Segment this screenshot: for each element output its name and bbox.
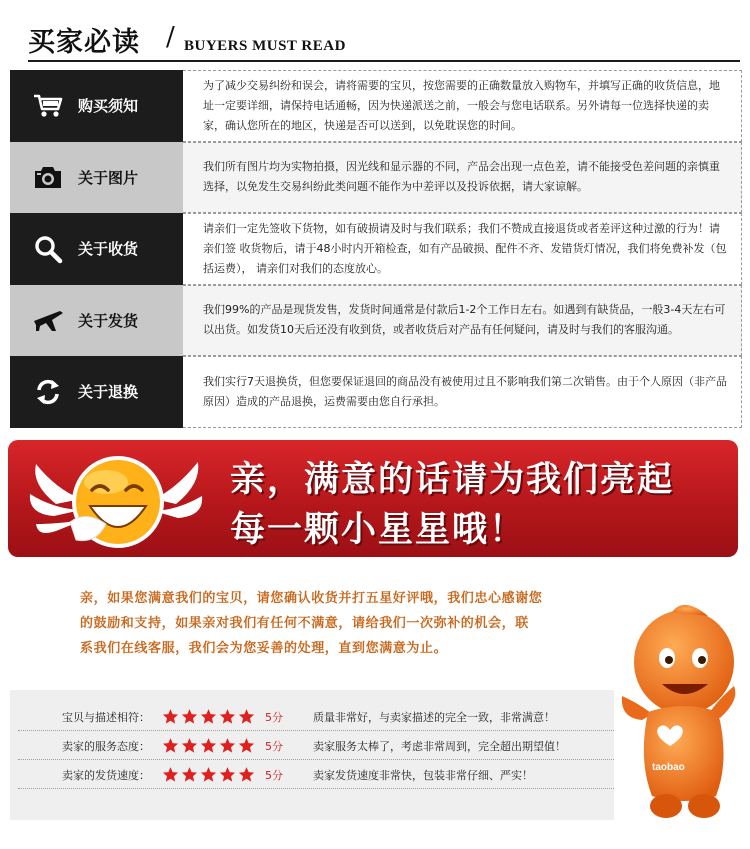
star-rating: [162, 737, 255, 754]
notice-label: [10, 356, 183, 428]
rating-label: 卖家的发货速度：: [62, 768, 150, 782]
star-icon: [181, 766, 198, 783]
mascot-logo-text: taobao: [652, 762, 685, 773]
star-icon: [162, 708, 179, 725]
star-icon: [238, 766, 255, 783]
notice-title: 关于退换: [78, 383, 139, 402]
star-icon: [219, 708, 236, 725]
airplane-icon: [32, 304, 64, 336]
rating-comment: 卖家发货速度非常快，包装非常仔细、严实！: [313, 768, 533, 782]
review-banner: [8, 440, 738, 557]
star-rating: [162, 708, 255, 725]
taobao-mascot-icon: [612, 600, 747, 830]
rating-table: [10, 690, 614, 820]
notice-text: 我们99%的产品是现货发售，发货时间通常是付款后1-2个工作日左右。如遇到有缺货品，一般3-4天左右可以出货。如发货10天后还没有收到货，或者收货后对产品有任何疑问，请及时与我们的客服沟通。: [203, 303, 726, 337]
star-icon: [200, 708, 217, 725]
notice-title: 关于收货: [78, 240, 139, 259]
notice-row-pictures: [10, 142, 742, 214]
notice-title: 关于发货: [78, 311, 139, 330]
camera-icon: [32, 161, 64, 193]
rating-comment: 卖家服务太棒了，考虑非常周到，完全超出期望值！: [313, 739, 566, 753]
banner-subheadline: 每一颗小星星哦！: [230, 510, 527, 550]
notice-label: [10, 142, 183, 214]
notice-title: 购买须知: [78, 97, 139, 116]
rating-score: 5分: [265, 768, 283, 782]
message-line: 系我们在线客服，我们会为您妥善的处理，直到您满意为止。: [80, 641, 448, 656]
refresh-arrows-icon: [32, 376, 64, 408]
rating-comment: 质量非常好，与卖家描述的完全一致，非常满意！: [313, 710, 555, 724]
smiley-mascot-icon: [26, 444, 206, 556]
message-line: 的鼓励和支持，如果亲对我们有任何不满意，请给我们一次弥补的机会，联: [80, 616, 529, 631]
notice-text: 请亲们一定先签收下货物，如有破损请及时与我们联系；我们不赞成直接退货或者差评这种过激的行为！请亲们签 收货物后，请于48小时内开箱检查，如有产品破损、配件不齐、发错货灯情况，我们将免费补发（包括运费）， 请亲们对我们的态度放心。: [203, 221, 727, 275]
magnifier-icon: [32, 233, 64, 265]
review-request-message: [80, 586, 600, 661]
notice-text: 我们实行7天退换货，但您要保证退回的商品没有被使用过且不影响我们第二次销售。由于个人原因（非产品原因）造成的产品退换，运费需要由您自行承担。: [203, 374, 727, 408]
star-icon: [162, 766, 179, 783]
notice-body: [183, 70, 742, 142]
star-icon: [162, 737, 179, 754]
banner-headline: 亲，满意的话请为我们亮起: [230, 460, 675, 500]
star-rating: [162, 766, 255, 783]
star-icon: [238, 737, 255, 754]
notice-label: [10, 285, 183, 357]
notice-title: 关于图片: [78, 168, 139, 187]
star-icon: [200, 766, 217, 783]
rating-label: 卖家的服务态度：: [62, 739, 150, 753]
header-title: 买家必读: [28, 27, 140, 58]
star-icon: [238, 708, 255, 725]
star-icon: [181, 737, 198, 754]
notice-row-shipping: [10, 285, 742, 357]
notice-text: 为了减少交易纠纷和误会，请将需要的宝贝，按您需要的正确数量放入购物车，并填写正确的收货信息，地址一定要详细，请保持电话通畅，因为快递派送之前，一般会与您电话联系。另外请每一位选择快递的卖家，确认您所在的地区，快递是否可以送到，以免耽误您的时间。: [203, 78, 720, 132]
header-slash: /: [166, 22, 175, 52]
rating-row-service: [10, 731, 614, 760]
notice-row-returns: [10, 356, 742, 428]
page-header: [0, 0, 750, 66]
notice-row-receiving: [10, 213, 742, 285]
rating-score: 5分: [265, 739, 283, 753]
notice-body: [183, 213, 742, 285]
rating-score: 5分: [265, 710, 283, 724]
rating-label: 宝贝与描述相符：: [62, 710, 150, 724]
notice-label: [10, 213, 183, 285]
message-line: 亲，如果您满意我们的宝贝，请您确认收货并打五星好评哦，我们忠心感谢您: [80, 591, 543, 606]
shopping-cart-icon: [32, 90, 64, 122]
header-subtitle: BUYERS MUST READ: [184, 38, 346, 54]
rating-row-shipping-speed: [10, 760, 614, 789]
star-icon: [219, 737, 236, 754]
notice-text: 我们所有图片均为实物拍摄，因光线和显示器的不同，产品会出现一点色差，请不能接受色差问题的亲慎重选择，以免发生交易纠纷此类问题不能作为中差评以及投诉依据，请大家谅解。: [203, 160, 720, 194]
star-icon: [181, 708, 198, 725]
notice-body: [183, 356, 742, 428]
notice-list: [10, 70, 742, 428]
notice-body: [183, 142, 742, 214]
star-icon: [219, 766, 236, 783]
rating-row-description: [10, 702, 614, 731]
notice-body: [183, 285, 742, 357]
header-divider: [28, 60, 740, 62]
star-icon: [200, 737, 217, 754]
notice-row-purchase: [10, 70, 742, 142]
notice-label: [10, 70, 183, 142]
